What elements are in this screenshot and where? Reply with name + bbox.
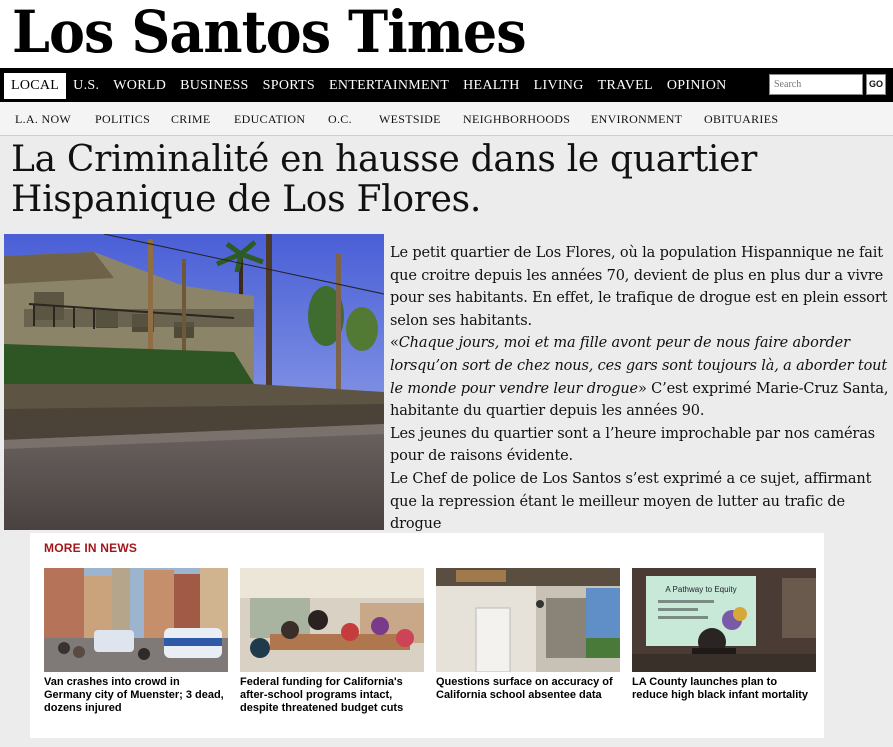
subnav-item-oc[interactable]: O.C. xyxy=(328,112,352,126)
quote-attribution: C’est exprimé Marie-Cruz Santa, habitante du quartier depuis les années 90. xyxy=(390,380,889,420)
nav-item-business[interactable]: BUSINESS xyxy=(180,78,249,93)
nav-item-opinion[interactable]: OPINION xyxy=(666,78,727,93)
subnav-item-environment[interactable]: ENVIRONMENT xyxy=(591,112,683,126)
news-card[interactable] xyxy=(44,568,228,715)
subnav-item-neighborhoods[interactable]: NEIGHBORHOODS xyxy=(463,112,571,126)
nav-item-living[interactable]: LIVING xyxy=(533,78,584,93)
article-headline: La Criminalité en hausse dans le quartier Hispanique de Los Flores. xyxy=(11,139,758,220)
go-button[interactable]: GO xyxy=(866,74,886,95)
quote-text: Chaque jours, moi et ma fille avont peur de nous faire aborder lorsqu’on sort de chez nous, ces gars sont toujours là, a aborder tout le monde pour vendre leur drogue xyxy=(390,335,888,397)
article-quote xyxy=(390,332,893,422)
nav-item-world[interactable]: WORLD xyxy=(113,78,167,93)
more-in-news xyxy=(30,533,824,738)
nav-item-us[interactable]: U.S. xyxy=(73,78,100,93)
quote-open: « xyxy=(390,335,399,352)
slide-title: A Pathway to Equity xyxy=(665,585,737,594)
news-card-caption[interactable]: LA County launches plan to reduce high black infant mortality xyxy=(632,676,809,701)
nav-item-travel[interactable]: TRAVEL xyxy=(597,78,653,93)
search-input[interactable] xyxy=(769,74,863,95)
news-card-thumbnail[interactable] xyxy=(632,568,816,672)
news-card[interactable] xyxy=(632,568,816,702)
masthead xyxy=(0,0,893,68)
nav-item-health[interactable]: HEALTH xyxy=(463,78,520,93)
news-card-caption[interactable]: Federal funding for California's after-school programs intact, despite threatened budget cuts xyxy=(240,676,404,714)
news-card-thumbnail[interactable] xyxy=(44,568,228,672)
subnav-item-education[interactable]: EDUCATION xyxy=(234,112,306,126)
news-card[interactable] xyxy=(436,568,620,702)
subnav-item-la-now[interactable]: L.A. NOW xyxy=(15,112,72,126)
site-logo[interactable]: Los Santos Times xyxy=(12,0,526,66)
subnav-item-obituaries[interactable]: OBITUARIES xyxy=(704,112,779,126)
news-card-thumbnail[interactable] xyxy=(436,568,620,672)
nav-item-local[interactable]: LOCAL xyxy=(4,73,66,99)
quote-close: » xyxy=(637,380,647,397)
subnav-item-crime[interactable]: CRIME xyxy=(171,112,211,126)
article-paragraph: Le petit quartier de Los Flores, où la population Hispannique ne fait que croitre depuis les années 70, devient de plus en plus dur a vivre pour ses habitants. En effet, le trafique de drogue est en plein essort selon ses habitants. xyxy=(390,245,888,329)
subnav-item-politics[interactable]: POLITICS xyxy=(95,112,151,126)
news-card-caption[interactable]: Van crashes into crowd in Germany city of Muenster; 3 dead, dozens injured xyxy=(44,676,224,714)
article-paragraph: Les jeunes du quartier sont a l’heure improchable par nos caméras pour de raisons évidente. xyxy=(390,425,875,465)
news-card-caption[interactable]: Questions surface on accuracy of California school absentee data xyxy=(436,676,613,701)
more-in-news-heading: MORE IN NEWS xyxy=(44,541,138,555)
article-paragraph: Le Chef de police de Los Santos s’est exprimé a ce sujet, affirmant que la repression étant le meilleur moyen de lutter au trafic de drogue xyxy=(390,470,872,533)
sub-nav xyxy=(0,102,893,136)
news-card-thumbnail[interactable] xyxy=(240,568,424,672)
nav-item-entertainment[interactable]: ENTERTAINMENT xyxy=(328,78,450,93)
article-hero-image xyxy=(4,234,384,530)
main-nav xyxy=(0,68,893,102)
article-body xyxy=(390,242,893,536)
nav-item-sports[interactable]: SPORTS xyxy=(262,78,315,93)
news-card[interactable] xyxy=(240,568,424,715)
subnav-item-westside[interactable]: WESTSIDE xyxy=(379,112,441,126)
